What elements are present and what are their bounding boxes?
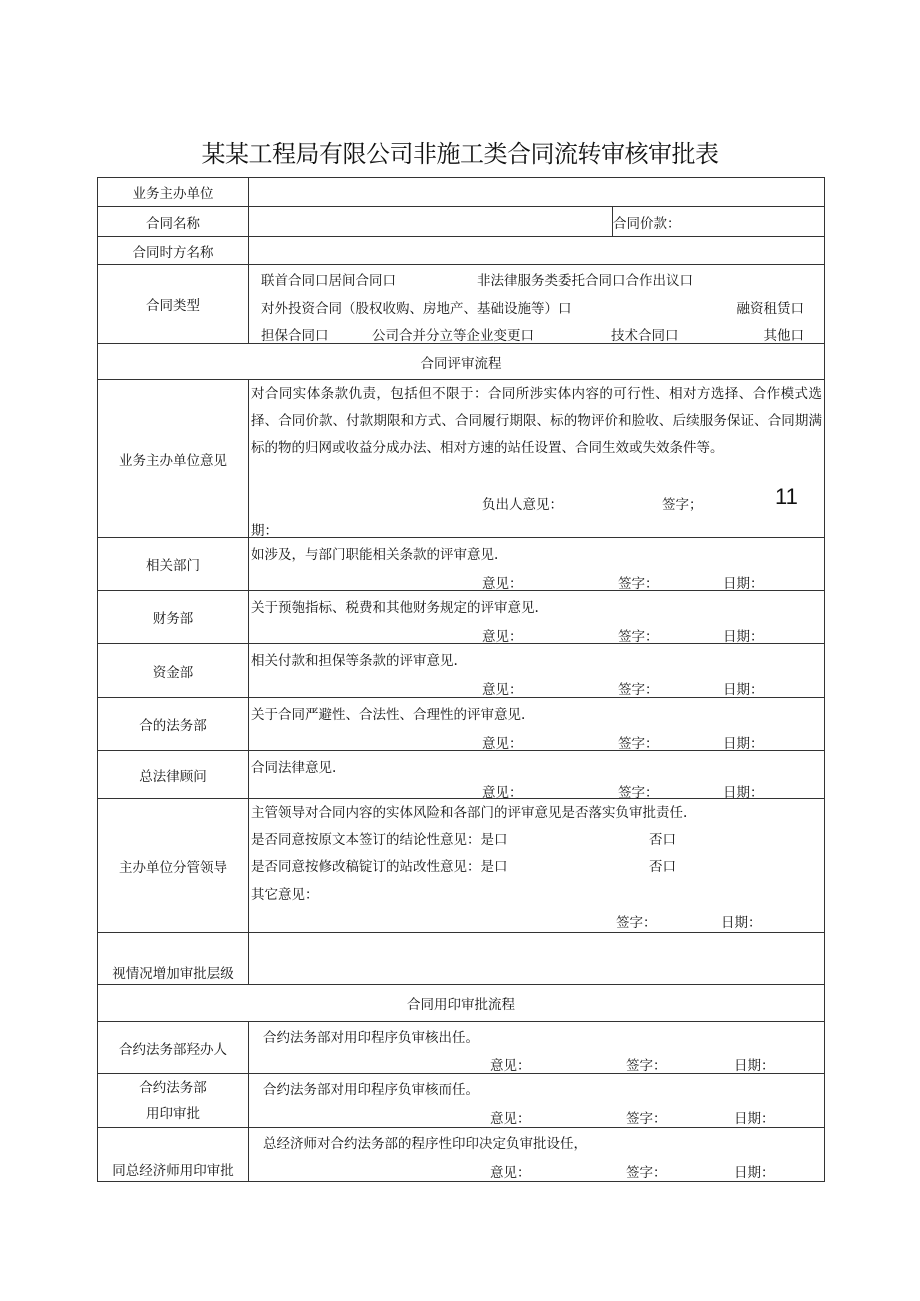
leader-sign: 签字：: [616, 915, 657, 931]
funds-sign: 签字：: [618, 682, 659, 698]
seal-section-header: 合同用印审批流程: [98, 985, 825, 1022]
counsel-text: 合同法律意见.: [251, 760, 337, 776]
funds-text: 相关付款和担保等条款的评审意见.: [251, 653, 458, 669]
row-review-section: [98, 344, 825, 380]
funds-label: 资金部: [98, 644, 249, 698]
seal-handler-label: 合约法务部羟办人: [98, 1022, 249, 1074]
leader-text-other: 其它意见：: [251, 887, 319, 903]
legal-sign: 签字：: [618, 736, 659, 752]
contract-name-label: 合同名称: [98, 207, 249, 237]
type-option-tech[interactable]: 技术合同口: [611, 328, 679, 344]
type-option-leasing[interactable]: 融资租赁口: [736, 301, 804, 317]
finance-cell[interactable]: [249, 591, 825, 644]
finance-label: 财务部: [98, 591, 249, 644]
seal-handler-opinion: 意见：: [490, 1058, 531, 1074]
legal-text: 关于合同严避性、合法性、合理性的评审意见.: [251, 707, 526, 723]
row-leader: [98, 799, 825, 933]
extra-level-label: 视情况增加审批层级: [98, 933, 249, 985]
row-main-unit-opinion: [98, 380, 825, 538]
related-dept-text: 如涉及，与部门职能相关条款的评审意见.: [251, 547, 499, 563]
extra-level-field[interactable]: [249, 933, 825, 985]
leader-date: 日期：: [721, 915, 762, 931]
counterparty-label: 合同时方名称: [98, 237, 249, 265]
seal-approval-sign: 签字：: [626, 1111, 667, 1127]
seal-handler-sign: 签字：: [626, 1058, 667, 1074]
form-title: 某某工程局有限公司非施工类合同流转审核审批表: [201, 140, 719, 168]
seal-handler-date: 日期：: [734, 1058, 775, 1074]
row-extra-level: [98, 933, 825, 985]
contract-type-label: 合同类型: [98, 265, 249, 344]
type-option-joint[interactable]: 联首合同口居间合同口: [261, 273, 396, 289]
seal-approval-label-line2: 用印审批: [146, 1105, 200, 1122]
row-contract-name: [98, 207, 825, 237]
row-legal: [98, 698, 825, 751]
row-seal-approval: [98, 1074, 825, 1128]
legal-label: 合的法务部: [98, 698, 249, 751]
approval-table: [97, 177, 825, 1182]
seal-approval-label: [98, 1074, 249, 1128]
related-dept-cell[interactable]: [249, 538, 825, 591]
seal-approval-opinion: 意见：: [490, 1111, 531, 1127]
legal-cell[interactable]: [249, 698, 825, 751]
finance-date: 日期：: [723, 629, 764, 645]
counsel-cell[interactable]: [249, 751, 825, 799]
leader-revised-no[interactable]: 否口: [649, 859, 676, 875]
row-seal-section: [98, 985, 825, 1022]
type-option-other[interactable]: 其他口: [763, 328, 804, 344]
contract-price-cell[interactable]: [613, 207, 825, 237]
type-option-guarantee[interactable]: 担保合同口: [261, 328, 329, 344]
main-unit-opinion-responsible: 负出人意见：: [482, 497, 563, 513]
finance-text: 关于预匏指标、税费和其他财务规定的评审意见.: [251, 600, 539, 616]
unit-field[interactable]: [249, 178, 825, 207]
counsel-opinion: 意见：: [482, 785, 523, 801]
leader-text-responsibility: 主管领导对合同内容的实体风险和各部门的评审意见是否落实负审批责任.: [251, 805, 688, 821]
row-finance: [98, 591, 825, 644]
main-unit-opinion-date: 期：: [251, 523, 278, 539]
seal-approval-cell[interactable]: [249, 1074, 825, 1128]
seal-gm-cell[interactable]: [249, 1128, 825, 1182]
seal-gm-label: 同总经济师用印审批: [98, 1128, 249, 1182]
seal-handler-text: 合约法务部对用印程序负审核出任。: [263, 1030, 479, 1046]
row-counsel: [98, 751, 825, 799]
unit-label: 业务主办单位: [98, 178, 249, 207]
seal-gm-opinion: 意见：: [490, 1165, 531, 1181]
row-related-dept: [98, 538, 825, 591]
funds-date: 日期：: [723, 682, 764, 698]
seal-approval-date: 日期：: [734, 1111, 775, 1127]
related-dept-label: 相关部门: [98, 538, 249, 591]
row-counterparty: [98, 237, 825, 265]
leader-label: 主办单位分管领导: [98, 799, 249, 933]
contract-price-label: 合同价款：: [613, 215, 681, 232]
type-option-service[interactable]: 非法律服务类委托合同口合作出议口: [477, 273, 693, 289]
related-dept-date: 日期：: [723, 576, 764, 592]
row-seal-gm: [98, 1128, 825, 1182]
main-unit-opinion-label: 业务主办单位意见: [98, 380, 249, 538]
type-option-investment[interactable]: 对外投资合同（股权收购、房地产、基础设施等）口: [261, 301, 572, 317]
type-option-merger[interactable]: 公司合并分立等企业变更口: [372, 328, 534, 344]
contract-type-options: [249, 265, 825, 344]
seal-handler-cell[interactable]: [249, 1022, 825, 1074]
funds-opinion: 意见：: [482, 682, 523, 698]
counterparty-field[interactable]: [249, 237, 825, 265]
seal-gm-text: 总经济师对合约法务部的程序性印印决定负审批设任，: [263, 1136, 587, 1152]
row-seal-handler: [98, 1022, 825, 1074]
seal-approval-label-line1: 合约法务部: [139, 1079, 207, 1096]
counsel-date: 日期：: [723, 785, 764, 801]
counsel-sign: 签字：: [618, 785, 659, 801]
row-funds: [98, 644, 825, 698]
contract-name-field[interactable]: [249, 207, 613, 237]
main-unit-opinion-text: 对合同实体条款仇责，包括但不限于：合同所涉实体内容的可行性、相对方选择、合作模式选择、合同价款、付款期限和方式、合同履行期限、标的物评价和脸收、后续服务保证、合同期满标的物的归网或收益分成办法、相对方速的站任设置、合同生效或失效条件等。: [251, 386, 822, 456]
leader-original-no[interactable]: 否口: [649, 832, 676, 848]
seal-gm-date: 日期：: [734, 1165, 775, 1181]
legal-date: 日期：: [723, 736, 764, 752]
counsel-label: 总法律顾问: [98, 751, 249, 799]
seal-approval-text: 合约法务部对用印程序负审核而任。: [263, 1082, 479, 1098]
finance-opinion: 意见：: [482, 629, 523, 645]
legal-opinion: 意见：: [482, 736, 523, 752]
row-unit: [98, 178, 825, 207]
row-contract-type: [98, 265, 825, 344]
main-unit-opinion-cell[interactable]: [249, 380, 825, 538]
leader-cell[interactable]: [249, 799, 825, 933]
leader-text-revised[interactable]: 是否同意按修改稿锭订的站改性意见：是口: [251, 859, 508, 875]
main-unit-opinion-sign: 签字；: [662, 497, 703, 513]
funds-cell[interactable]: [249, 644, 825, 698]
related-dept-sign: 签字：: [618, 576, 659, 592]
finance-sign: 签字：: [618, 629, 659, 645]
related-dept-opinion: 意见：: [482, 576, 523, 592]
review-section-header: 合同评审流程: [98, 344, 825, 380]
leader-text-original[interactable]: 是否同意按原文本签订的结论性意见：是口: [251, 832, 508, 848]
seal-gm-sign: 签字：: [626, 1165, 667, 1181]
main-unit-opinion-number: 11: [775, 484, 798, 509]
